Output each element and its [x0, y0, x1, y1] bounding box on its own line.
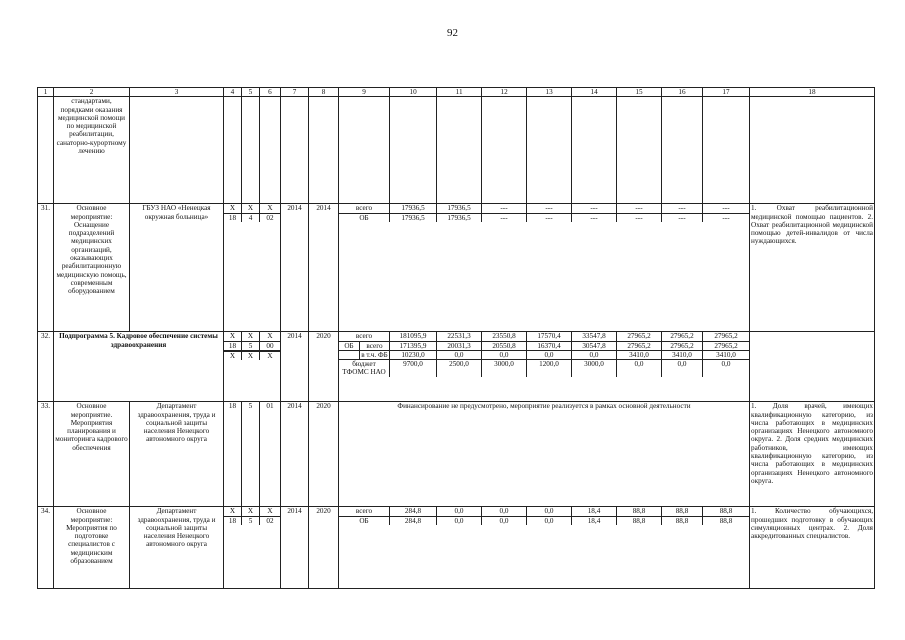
funding-value: 2500,0: [437, 360, 482, 377]
budget-code: Х: [260, 204, 281, 213]
funding-value: 10230,0: [390, 350, 437, 359]
funding-value: 0,0: [482, 507, 527, 516]
funding-value: 22531,3: [437, 332, 482, 341]
funding-value: 88,8: [703, 507, 750, 516]
budget-code: Х: [224, 332, 242, 341]
column-header: 2: [54, 88, 130, 97]
code-pp: 5: [241, 402, 259, 507]
column-header: 5: [241, 88, 259, 97]
funding-source: [339, 350, 390, 359]
end-year: 2020: [309, 332, 339, 402]
funding-value: ---: [572, 213, 617, 222]
funding-source: [339, 341, 390, 350]
start-year: 2014: [281, 204, 309, 332]
funding-value: ---: [617, 204, 662, 213]
cell-executor: Департамент здравоохранения, труда и социальной защиты населения Ненецкого автономного округа: [130, 402, 224, 507]
funding-value: 88,8: [662, 516, 703, 525]
funding-value: 9700,0: [390, 360, 437, 377]
funding-value: 0,0: [482, 350, 527, 359]
table-row: [38, 402, 875, 507]
funding-value: 18,4: [572, 507, 617, 516]
cell-executor: ГБУЗ НАО «Ненецкая окружная больница»: [130, 204, 224, 332]
funding-value: 284,8: [390, 507, 437, 516]
funding-value: ---: [527, 213, 572, 222]
funding-value: 17936,5: [437, 204, 482, 213]
budget-codes: [224, 332, 281, 402]
funding-value: 3410,0: [617, 350, 662, 359]
funding-value: 0,0: [437, 507, 482, 516]
funding-value: 23550,8: [482, 332, 527, 341]
budget-code: 18: [224, 516, 242, 525]
funding-source: ОБ: [339, 516, 390, 525]
table-row: [38, 332, 875, 402]
column-header: 4: [224, 88, 242, 97]
funding-value: 27965,2: [703, 341, 750, 350]
cell-executor: Департамент здравоохранения, труда и социальной защиты населения Ненецкого автономного округа: [130, 507, 224, 589]
funding-value: 0,0: [437, 516, 482, 525]
cell-description: Основное мероприятие: Оснащение подразделений медицинских организаций, оказывающих реабилитационную медицинскую помощь, современным оборудованием: [54, 204, 130, 332]
funding-value: 3000,0: [572, 360, 617, 377]
funding-value: 181095,9: [390, 332, 437, 341]
funding-source-sub: в т.ч. ФБ: [361, 350, 388, 359]
funding-value: 0,0: [527, 507, 572, 516]
column-header: 6: [259, 88, 280, 97]
budget-code: Х: [224, 204, 242, 213]
cell-description: Основное мероприятие: Мероприятия по подготовке специалистов с медицинским образованием: [54, 507, 130, 589]
budget-code: 02: [266, 516, 274, 525]
column-header: 7: [281, 88, 309, 97]
funding-value: 0,0: [482, 516, 527, 525]
funding-value: 20550,8: [482, 341, 527, 350]
budget-code: Х: [260, 507, 281, 516]
start-year: 2014: [281, 507, 309, 589]
code-gp: 18: [224, 402, 242, 507]
end-year: 2014: [309, 204, 339, 332]
funding-source-main: [339, 351, 360, 359]
column-header: 16: [662, 88, 703, 97]
end-year: 2020: [309, 402, 339, 507]
row-number: 32.: [38, 332, 54, 402]
funding-value: 17936,5: [390, 213, 437, 222]
funding-value: 88,8: [719, 516, 733, 525]
budget-code: 18: [224, 213, 242, 222]
funding-source: бюджет ТФОМС НАО: [339, 360, 390, 377]
finance-block: [339, 507, 750, 589]
cell-description: Основное мероприятие. Мероприятия планирования и мониторинга кадрового обеспечения: [54, 402, 130, 507]
budget-codes: [224, 204, 281, 332]
column-header: 3: [130, 88, 224, 97]
budget-code: Х: [242, 351, 260, 360]
budget-code: Х: [267, 351, 273, 360]
budget-code: 5: [242, 516, 260, 525]
column-header: 9: [339, 88, 390, 97]
finance-block: [339, 204, 750, 332]
funding-value: 27965,2: [662, 332, 703, 341]
budget-code: Х: [224, 507, 242, 516]
funding-value: 284,8: [390, 516, 437, 525]
funding-value: 88,8: [617, 507, 662, 516]
budget-code: 02: [266, 213, 274, 222]
table-row: [38, 507, 875, 589]
funding-value: ---: [572, 204, 617, 213]
funding-value: 17936,5: [390, 204, 437, 213]
budget-code: Х: [224, 351, 242, 360]
funding-value: 0,0: [721, 360, 731, 369]
start-year: 2014: [281, 332, 309, 402]
cell-indicators: 1. Охват реабилитационной медицинской помощью пациентов. 2. Охват реабилитационной медицинской помощью детей-инвалидов от числа нуждающихся.: [750, 204, 875, 332]
budget-code: Х: [242, 507, 260, 516]
funding-value: 0,0: [527, 350, 572, 359]
table-row: [38, 97, 875, 204]
budget-code: 5: [242, 341, 260, 350]
column-header: 11: [437, 88, 482, 97]
program-table: [37, 87, 875, 589]
funding-source: всего: [339, 332, 390, 341]
budget-code: 4: [242, 213, 260, 222]
cell-description: стандартами, порядками оказания медицинской помощи по медицинской реабилитации, санаторно-курортному лечению: [54, 97, 130, 204]
funding-value: ---: [617, 213, 662, 222]
funding-value: 27965,2: [617, 341, 662, 350]
funding-value: ---: [527, 204, 572, 213]
funding-value: ---: [482, 213, 527, 222]
funding-value: 88,8: [617, 516, 662, 525]
funding-value: 27965,2: [617, 332, 662, 341]
funding-value: 0,0: [617, 360, 662, 377]
funding-value: 0,0: [572, 350, 617, 359]
funding-value: 27965,2: [662, 341, 703, 350]
budget-code: Х: [242, 332, 260, 341]
funding-value: 18,4: [572, 516, 617, 525]
funding-source-sub: всего: [366, 341, 383, 350]
budget-code: Х: [260, 332, 281, 341]
funding-source-main: ОБ: [339, 342, 360, 350]
column-header: 12: [482, 88, 527, 97]
funding-value: ---: [482, 204, 527, 213]
column-header: 18: [750, 88, 875, 97]
funding-value: 33547,8: [572, 332, 617, 341]
budget-code: 18: [224, 341, 242, 350]
column-header: 14: [572, 88, 617, 97]
funding-value: 1200,0: [527, 360, 572, 377]
funding-source: всего: [339, 507, 390, 516]
funding-value: 20031,3: [437, 341, 482, 350]
funding-value: 88,8: [662, 507, 703, 516]
table-row: [38, 204, 875, 332]
budget-code: 00: [260, 341, 281, 350]
funding-value: 27965,2: [703, 332, 750, 341]
column-header: 1: [38, 88, 54, 97]
funding-value: 0,0: [527, 516, 572, 525]
budget-code: Х: [242, 204, 260, 213]
page-number: 92: [447, 27, 458, 39]
finance-block: [339, 332, 750, 402]
subprogram-title: Подпрограмма 5. Кадровое обеспечение системы здравоохранения: [54, 332, 224, 402]
end-year: 2020: [309, 507, 339, 589]
funding-value: 3410,0: [662, 350, 703, 359]
funding-value: 3000,0: [482, 360, 527, 377]
funding-value: 0,0: [437, 350, 482, 359]
column-header: 17: [702, 88, 749, 97]
funding-value: 171395,9: [390, 341, 437, 350]
funding-source: ОБ: [339, 213, 390, 222]
funding-value: 3410,0: [703, 350, 750, 359]
cell-indicators: 1. Доля врачей, имеющих квалификационную категорию, из числа работающих в медицинских организациях Ненецкого автономного округа. 2. Доля средних медицинских работников, имеющих квалификационную категорию, из числа работающих в медицинских организациях Ненецкого автономного округа.: [750, 402, 875, 507]
row-number: 34.: [38, 507, 54, 589]
funding-value: ---: [703, 204, 750, 213]
funding-value: ---: [722, 213, 730, 222]
column-header: 13: [527, 88, 572, 97]
funding-value: 17570,4: [527, 332, 572, 341]
funding-value: 17936,5: [437, 213, 482, 222]
funding-source: всего: [339, 204, 390, 213]
funding-value: ---: [662, 213, 703, 222]
start-year: 2014: [281, 402, 309, 507]
code-om: 01: [259, 402, 280, 507]
funding-value: 16370,4: [527, 341, 572, 350]
header-row: [38, 88, 875, 97]
row-number: 31.: [38, 204, 54, 332]
cell-indicators: 1. Количество обучающихся, прошедших подготовку в обучающих симуляционных центрах. 2. Доля аккредитованных специалистов.: [750, 507, 875, 589]
funding-value: 30547,8: [572, 341, 617, 350]
finance-note: Финансирование не предусмотрено, мероприятие реализуется в рамках основной деятельности: [339, 402, 750, 507]
column-header: 8: [309, 88, 339, 97]
funding-value: 0,0: [662, 360, 703, 377]
row-number: 33.: [38, 402, 54, 507]
column-header: 10: [390, 88, 437, 97]
budget-codes: [224, 507, 281, 589]
column-header: 15: [617, 88, 662, 97]
funding-value: ---: [662, 204, 703, 213]
